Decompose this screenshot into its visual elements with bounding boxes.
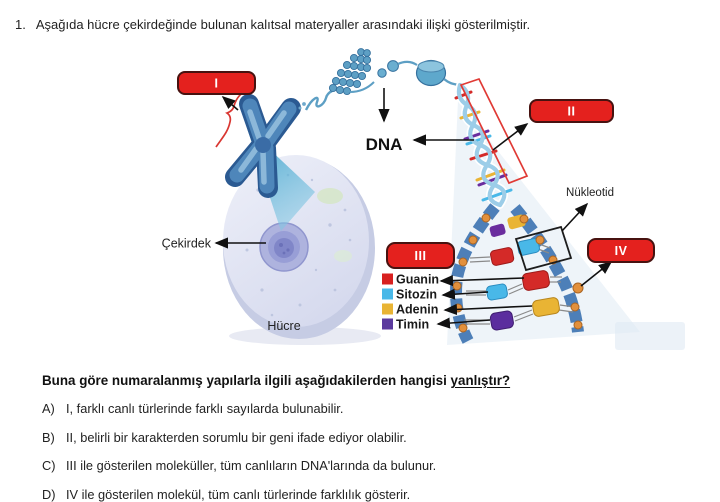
box-4-label: IV xyxy=(614,244,628,258)
question-number: 1. xyxy=(15,17,26,32)
box-1 xyxy=(178,72,255,94)
option-c-letter: C) xyxy=(42,458,56,473)
option-b-letter: B) xyxy=(42,429,55,445)
box-3 xyxy=(387,243,454,268)
question-text: Aşağıda hücre çekirdeğinde bulunan kalıtsal materyaller arasındaki ilişki gösterilmiştir. xyxy=(35,17,531,32)
chromatin-fiber xyxy=(299,49,460,110)
base-timin xyxy=(490,310,515,331)
cytoplasm-patch xyxy=(334,250,352,262)
nucleus-label: Çekirdek xyxy=(161,236,211,251)
timin-swatch xyxy=(382,319,393,330)
box-1-label: I xyxy=(214,76,219,91)
nucleus xyxy=(260,223,308,271)
centromere xyxy=(255,137,271,153)
question-body xyxy=(42,373,702,502)
sitozin-label: Sitozin xyxy=(396,287,437,302)
option-a-letter: A) xyxy=(42,401,55,416)
guanin-swatch xyxy=(382,274,393,285)
cytoplasm-patch xyxy=(317,188,343,204)
chromatin-bead-cluster xyxy=(329,49,370,95)
dna-label: DNA xyxy=(365,135,403,154)
nucleosome-bead xyxy=(378,69,386,77)
base-sitozin xyxy=(486,283,508,300)
option-d-letter: D) xyxy=(42,486,56,502)
chromatin-coil-top xyxy=(418,61,444,72)
option-a-text: I, farklı canlı türlerinde farklı sayılarda bulunabilir. xyxy=(66,401,344,416)
box-4 xyxy=(588,239,654,262)
option-c-text: III ile gösterilen moleküller, tüm canlıların DNA'larında da bulunur. xyxy=(66,458,437,473)
arrow-to-box2 xyxy=(493,124,527,150)
option-b-text: II, belirli bir karakterden sorumlu bir geni ifade ediyor olabilir. xyxy=(66,429,407,445)
box-3-label: III xyxy=(414,249,427,263)
sitozin-swatch xyxy=(382,289,393,300)
adenin-swatch xyxy=(382,304,393,315)
option-a xyxy=(42,401,702,416)
background-wash xyxy=(615,322,685,350)
cell-label: Hücre xyxy=(267,319,301,333)
chromatin-loop xyxy=(306,91,332,110)
option-b xyxy=(42,430,702,445)
nucleosome-bead xyxy=(388,61,399,72)
adenin-label: Adenin xyxy=(396,302,439,317)
option-d xyxy=(42,487,702,502)
guanin-label: Guanin xyxy=(396,272,440,287)
question-prompt xyxy=(42,373,702,388)
option-c xyxy=(42,458,702,473)
prompt-main: Buna göre numaralanmış yapılarla ilgili aşağıdakilerden hangisi xyxy=(42,373,451,388)
timin-label: Timin xyxy=(396,317,430,332)
box-2-label: II xyxy=(567,104,576,119)
option-d-text: IV ile gösterilen molekül, tüm canlı türlerinde farklılık gösterir. xyxy=(66,486,411,502)
box-2 xyxy=(530,100,613,122)
nucleotide-label: Nükleotid xyxy=(566,187,614,199)
prompt-underlined-word: yanlıştır? xyxy=(450,373,511,388)
options-list xyxy=(42,401,702,502)
arrow-to-nucleotide-label xyxy=(562,204,587,231)
